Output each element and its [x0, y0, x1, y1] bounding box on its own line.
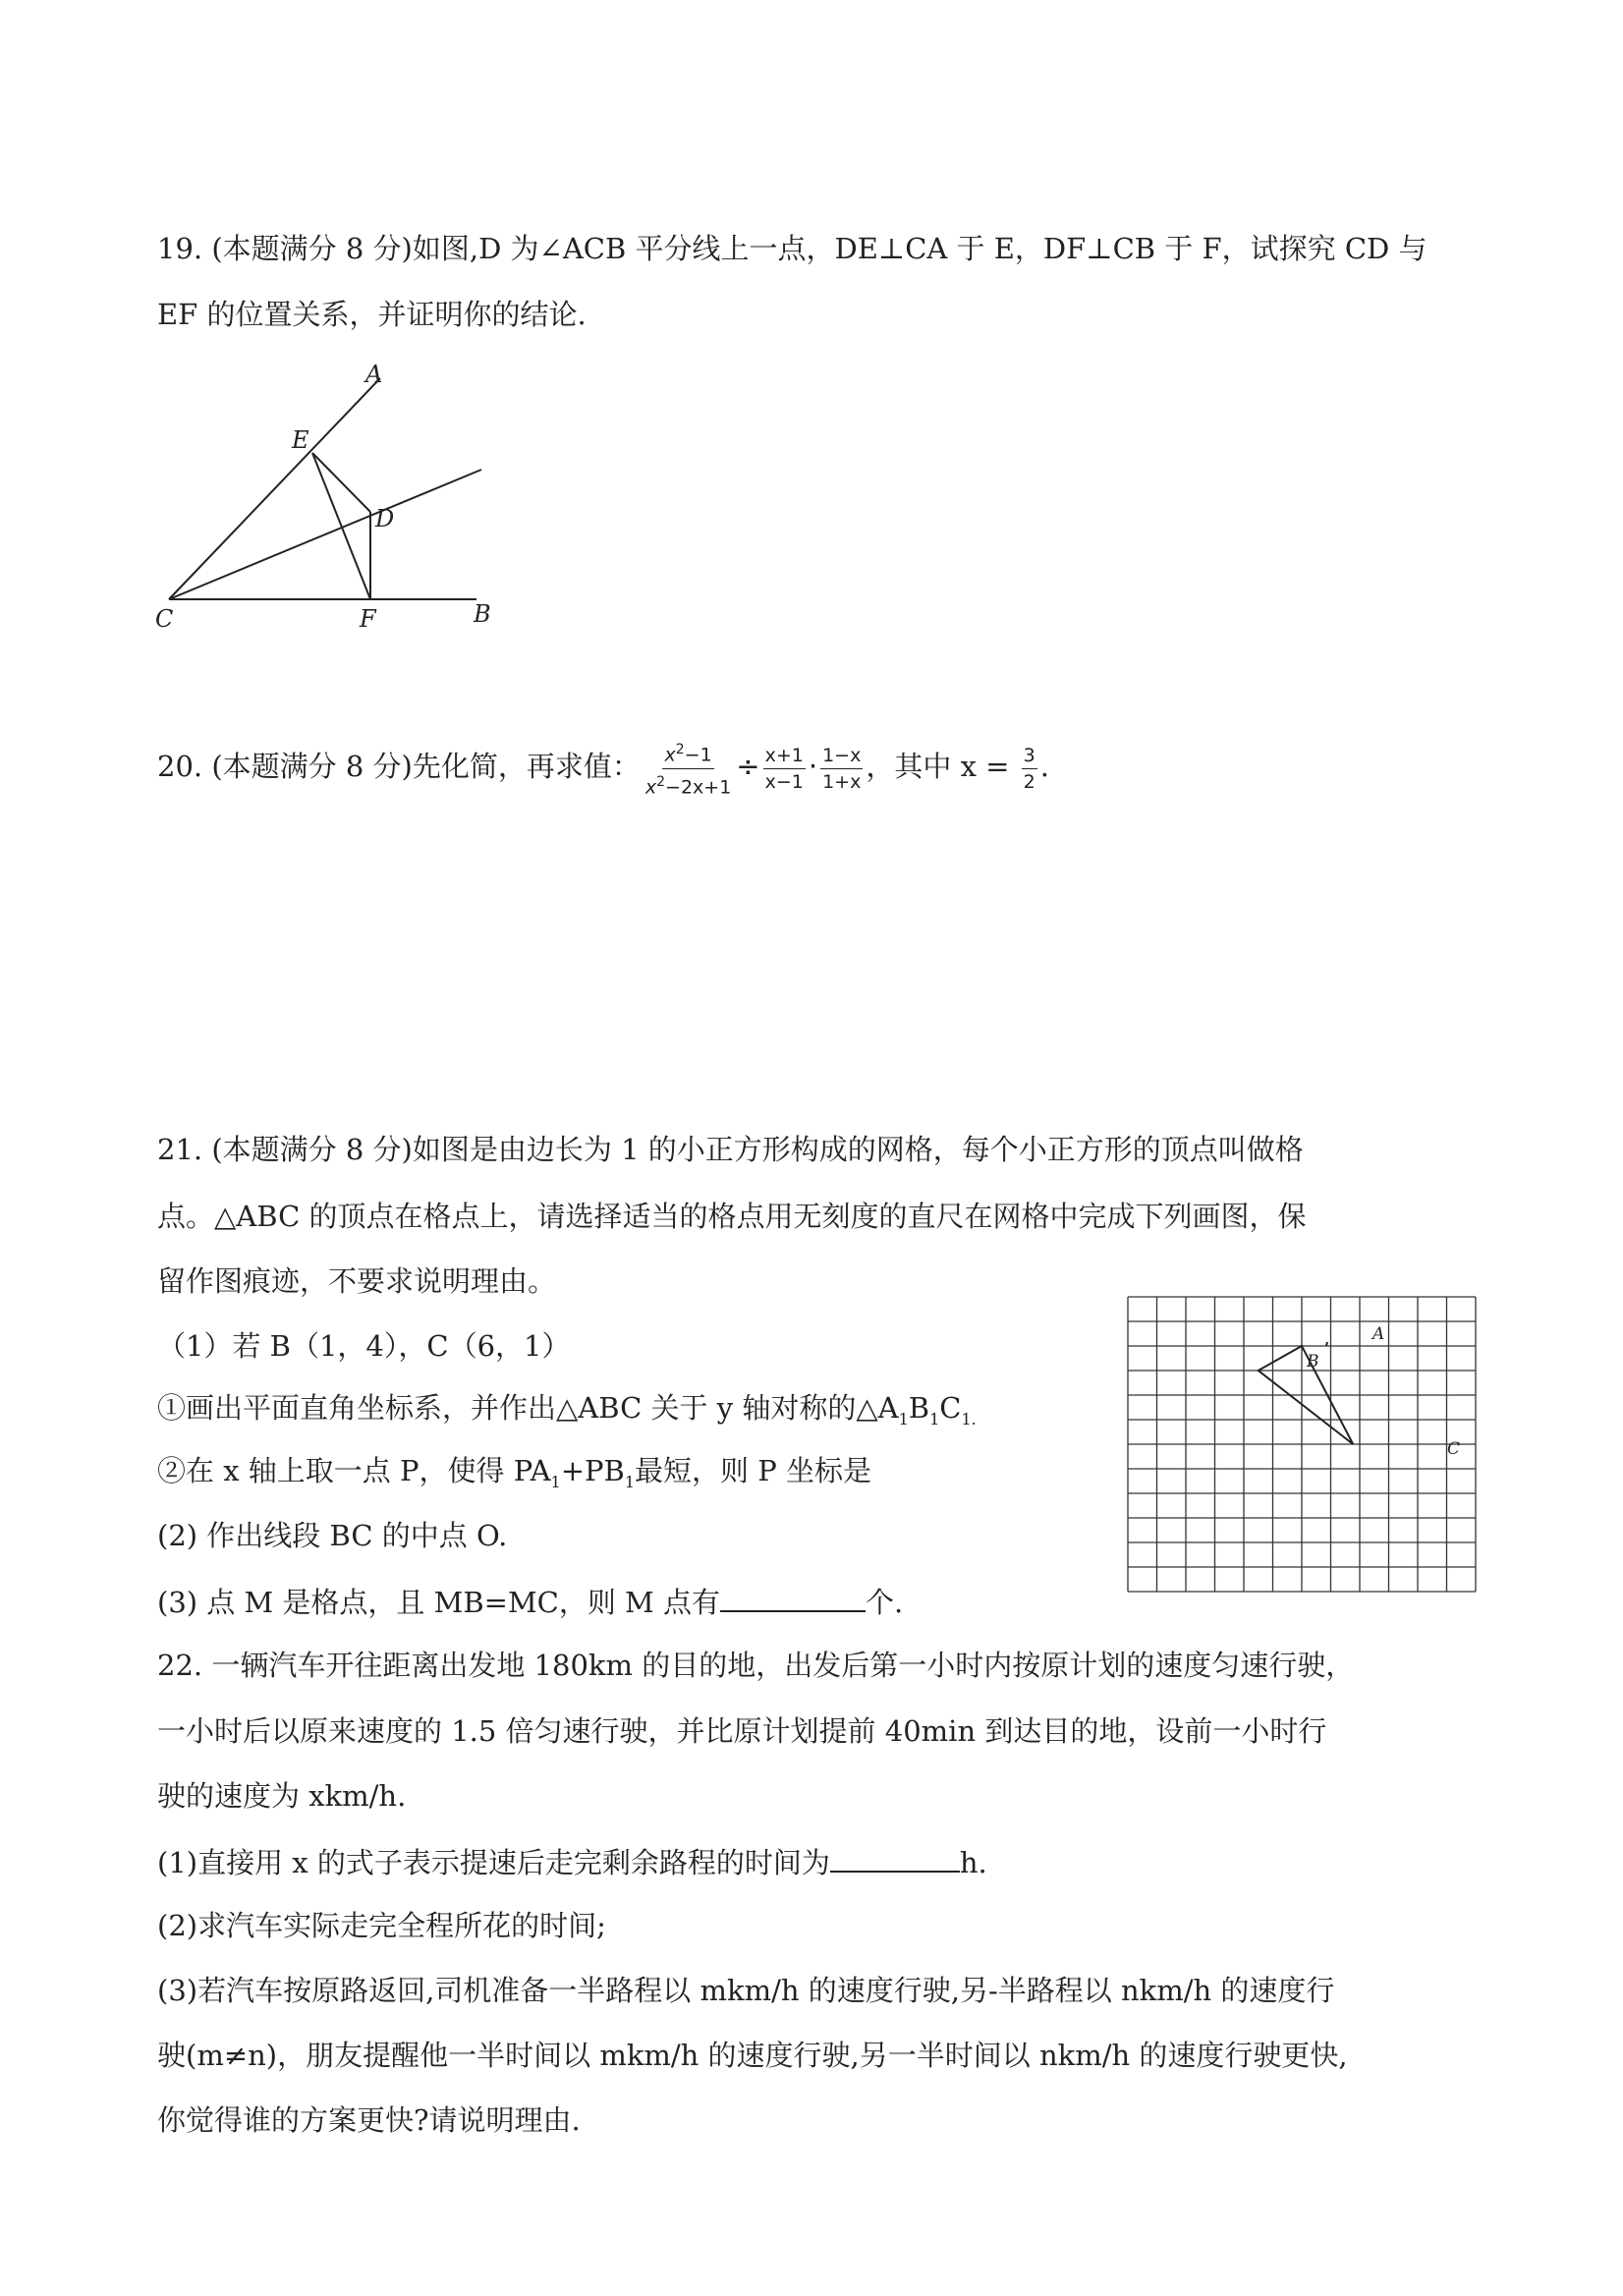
q19-line1: 19. (本题满分 8 分)如图,D 为∠ACB 平分线上一点，DE⊥CA 于 E，DF⊥CB 于 F，试探究 CD 与	[157, 232, 1427, 265]
q22-line1: 22. 一辆汽车开往距离出发地 180km 的目的地，出发后第一小时内按原计划的速度匀速行驶，	[157, 1649, 1355, 1682]
label-B: B	[474, 600, 491, 628]
fraction-3: $\frac{1-x}{1+x}$	[822, 744, 862, 793]
fraction-1: $\frac{x^2-1}{x^2-2x+1}$	[644, 739, 733, 798]
q21-line3: 留作图痕迹，不要求说明理由。	[157, 1264, 557, 1298]
label-E: E	[292, 426, 309, 454]
q21-grid-figure	[1125, 1292, 1479, 1596]
label-D: D	[375, 505, 395, 532]
q22-part3-line1: (3)若汽车按原路返回,司机准备一半路程以 mkm/h 的速度行驶,另-半路程以 nkm/h 的速度行	[157, 1974, 1335, 2007]
q21-part1a: ①画出平面直角坐标系，并作出△ABC 关于 y 轴对称的$\triangle A_1B_1C_{1.}$	[157, 1391, 977, 1428]
fraction-2: $\frac{x+1}{x-1}$	[764, 744, 804, 793]
value-fraction: $\frac{3}{2}$	[1023, 744, 1035, 793]
q22-part2: (2)求汽车实际走完全程所花的时间;	[157, 1909, 606, 1942]
q20-line	[157, 737, 1049, 798]
answer-blank-m-count[interactable]	[720, 1581, 866, 1612]
q22-line3: 驶的速度为 xkm/h.	[157, 1779, 407, 1813]
divide-sign: ÷	[736, 750, 760, 783]
q19-angle-figure	[147, 359, 501, 639]
q21-line2: 点。△ABC 的顶点在格点上，请选择适当的格点用无刻度的直尺在网格中完成下列画图，保	[157, 1200, 1307, 1233]
label-A: A	[365, 361, 383, 388]
grid-label-C: C	[1447, 1439, 1461, 1459]
dot-sign: ·	[808, 750, 818, 783]
q21-part1: （1）若 B（1，4），C（6，1）	[157, 1329, 571, 1363]
q22-part3-line3: 你觉得谁的方案更快?请说明理由.	[157, 2103, 581, 2137]
q20-end: .	[1039, 750, 1049, 783]
q21-part3: (3) 点 M 是格点，且 MB=MC，则 M 点有 个.	[157, 1581, 903, 1622]
label-C: C	[155, 605, 174, 633]
answer-blank-time[interactable]	[830, 1841, 960, 1873]
q22-part3-line2: 驶(m≠n)，朋友提醒他一半时间以 mkm/h 的速度行驶,另一半时间以 nkm/h 的速度行驶更快,	[157, 2039, 1348, 2072]
triangle-abc	[1326, 1342, 1327, 1346]
q20-prefix: 20. (本题满分 8 分)先化简，再求值：	[157, 750, 641, 783]
q20-mid: ，其中 x =	[866, 750, 1019, 783]
label-F: F	[360, 605, 376, 633]
q21-line1: 21. (本题满分 8 分)如图是由边长为 1 的小正方形构成的网格，每个小正方形的顶点叫做格	[157, 1133, 1304, 1166]
q22-part1: (1)直接用 x 的式子表示提速后走完剩余路程的时间为 h.	[157, 1841, 987, 1882]
grid-label-A: A	[1372, 1324, 1385, 1344]
q21-part2: (2) 作出线段 BC 的中点 O.	[157, 1519, 508, 1552]
q19-line2: EF 的位置关系，并证明你的结论.	[157, 298, 587, 331]
q21-part1b: ②在 x 轴上取一点 P，使得 $PA_1+PB_1$最短，则 P 坐标是	[157, 1454, 871, 1491]
grid-label-B: B	[1307, 1352, 1319, 1372]
q22-line2: 一小时后以原来速度的 1.5 倍匀速行驶，并比原计划提前 40min 到达目的地，设前一小时行	[157, 1714, 1327, 1748]
